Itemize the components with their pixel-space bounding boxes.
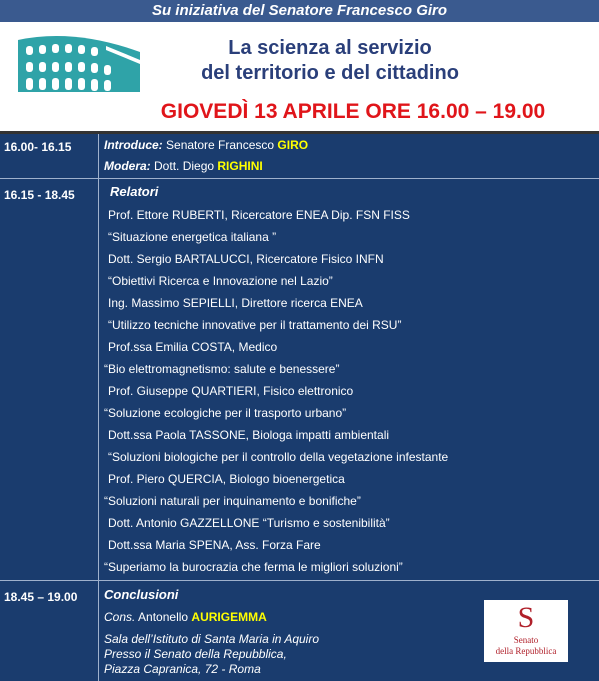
speaker-line: Dott.ssa Maria SPENA, Ass. Forza Fare	[108, 538, 321, 552]
modera-text: Dott. Diego	[154, 159, 215, 173]
modera-name: RIGHINI	[217, 159, 263, 173]
seal-line-2: della Repubblica	[495, 646, 557, 656]
slot1-introduce	[104, 138, 308, 152]
venue-line: Presso il Senato della Repubblica,	[104, 647, 287, 661]
speaker-line: “Obiettivi Ricerca e Innovazione nel Lazio”	[108, 274, 333, 288]
speaker-line: Dott.ssa Paola TASSONE, Biologa impatti ambientali	[108, 428, 390, 442]
venue-line: Sala dell’Istituto di Santa Maria in Aquiro	[104, 632, 320, 646]
seal-letter: S	[517, 601, 535, 634]
row-divider	[0, 178, 599, 179]
introduce-name: GIRO	[277, 138, 309, 152]
slot1-time: 16.00- 16.15	[4, 140, 72, 154]
speaker-line: Dott. Antonio GAZZELLONE “Turismo e sostenibilità”	[108, 516, 390, 530]
seal-line-1: Senato	[513, 635, 539, 645]
introduce-text: Senatore Francesco	[166, 138, 275, 152]
speaker-line: “Situazione energetica italiana ”	[108, 230, 277, 244]
speaker-line: Ing. Massimo SEPIELLI, Direttore ricerca ENEA	[108, 296, 363, 310]
speaker-line: “Soluzione ecologiche per il trasporto urbano”	[104, 406, 347, 420]
speaker-line: Prof. Piero QUERCIA, Biologo bioenergetica	[108, 472, 345, 486]
event-title	[150, 36, 510, 86]
event-date: GIOVEDÌ 13 APRILE ORE 16.00 – 19.00	[160, 100, 546, 123]
title-line-2: del territorio e del cittadino	[201, 62, 459, 84]
senato-logo	[484, 600, 568, 662]
cons-name: AURIGEMMA	[191, 610, 267, 624]
venue-line: Piazza Capranica, 72 - Roma	[104, 662, 261, 676]
title-line-1: La scienza al servizio	[228, 37, 432, 59]
banner: Su iniziativa del Senatore Francesco Giro	[0, 0, 599, 22]
slot2-time: 16.15 - 18.45	[4, 188, 75, 202]
speaker-line: Prof.ssa Emilia COSTA, Medico	[108, 340, 278, 354]
speaker-line: “Utilizzo tecniche innovative per il trattamento dei RSU”	[108, 318, 402, 332]
speaker-line: “Soluzioni naturali per inquinamento e bonifiche”	[104, 494, 361, 508]
speaker-line: “Bio elettromagnetismo: salute e benessere”	[104, 362, 340, 376]
seal-text	[484, 635, 568, 657]
colosseum-icon	[14, 26, 144, 94]
speaker-line: “Superiamo la burocrazia che ferma le migliori soluzioni”	[104, 560, 403, 574]
speaker-line: Prof. Ettore RUBERTI, Ricercatore ENEA Dip. FSN FISS	[108, 208, 410, 222]
cons-label: Cons.	[104, 610, 136, 624]
speaker-line: Dott. Sergio BARTALUCCI, Ricercatore Fisico INFN	[108, 252, 384, 266]
cons-text: Antonello	[138, 610, 189, 624]
introduce-label: Introduce:	[104, 138, 163, 152]
conclusioni-heading: Conclusioni	[104, 587, 179, 602]
slot1-modera	[104, 159, 263, 173]
slot3-time: 18.45 – 19.00	[4, 590, 78, 604]
modera-label: Modera:	[104, 159, 151, 173]
column-divider	[98, 134, 99, 681]
speaker-line: Prof. Giuseppe QUARTIERI, Fisico elettronico	[108, 384, 354, 398]
speaker-line: “Soluzioni biologiche per il controllo della vegetazione infestante	[108, 450, 449, 464]
relatori-heading: Relatori	[110, 184, 159, 199]
row-divider	[0, 580, 599, 581]
conclusioni-speaker	[104, 610, 267, 624]
